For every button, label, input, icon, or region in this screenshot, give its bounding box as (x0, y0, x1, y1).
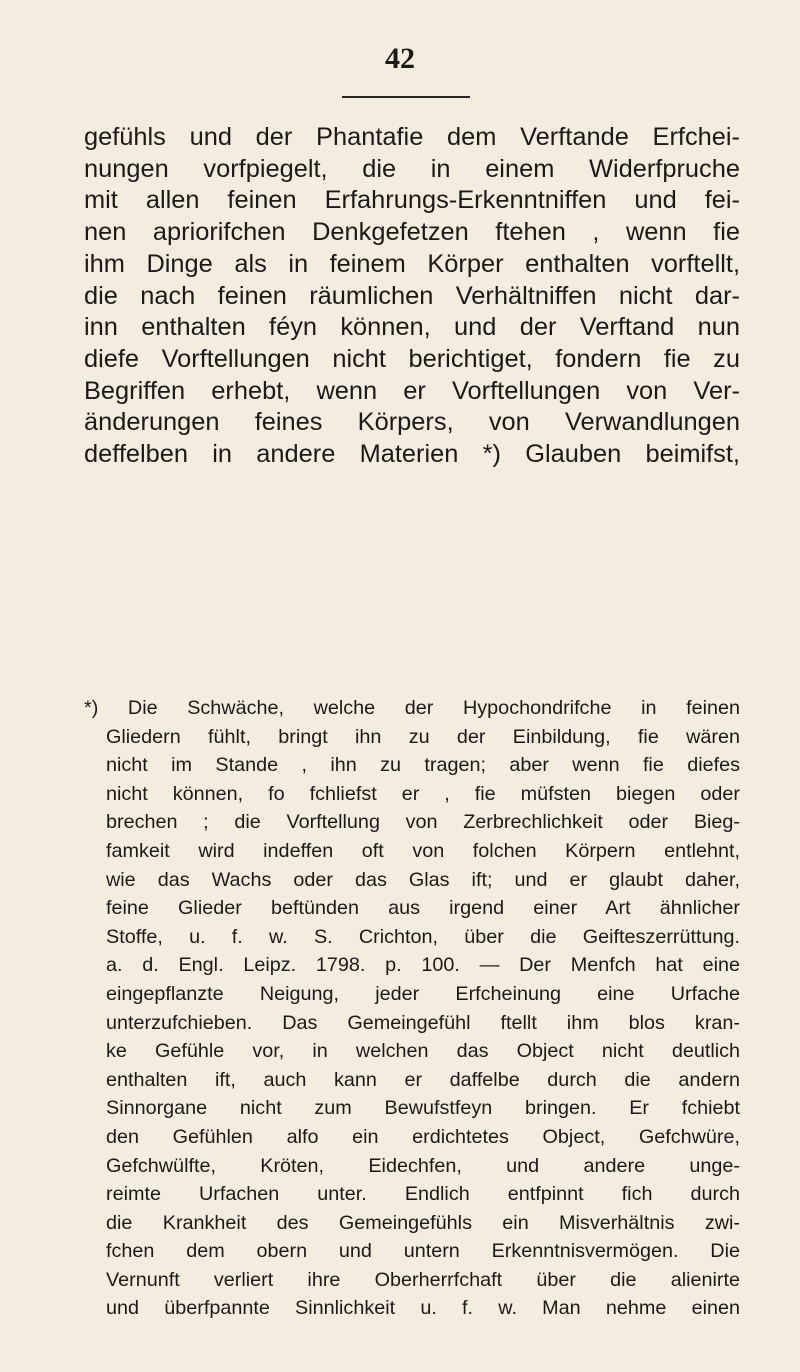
footnote-line: Stoffe, u. f. w. S. Crichton, über die Geifteszerrüttung. (106, 925, 740, 948)
main-text-line: mit allen feinen Erfahrungs-Erkenntniffen und fei- (84, 186, 740, 215)
footnote-line: die Krankheit des Gemeingefühls ein Misverhältnis zwi- (106, 1211, 740, 1234)
footnote-line: und überfpannte Sinnlichkeit u. f. w. Man nehme einen (106, 1297, 740, 1320)
footnote-line: a. d. Engl. Leipz. 1798. p. 100. — Der Menfch hat eine (106, 954, 740, 977)
footnote-line: Gliedern fühlt, bringt ihn zu der Einbildung, fie wären (106, 725, 740, 748)
footnote-line: ke Gefühle vor, in welchen das Object nicht deutlich (106, 1040, 740, 1063)
footnote-line: *) Die Schwäche, welche der Hypochondrifche in feinen (84, 697, 740, 719)
footnote-line: fchen dem obern und untern Erkenntnisvermögen. Die (106, 1240, 740, 1263)
main-text-line: inn enthalten féyn können, und der Verftand nun (84, 313, 740, 342)
footnote-line: Gefchwülfte, Kröten, Eidechfen, und andere unge- (106, 1154, 740, 1177)
main-text-line: deffelben in andere Materien *) Glauben beimifst, (84, 440, 740, 469)
page-number-rule (342, 96, 470, 98)
footnote-line: Vernunft verliert ihre Oberherrfchaft über die alienirte (106, 1268, 740, 1291)
footnote-line: Sinnorgane nicht zum Bewufstfeyn bringen. Er fchiebt (106, 1097, 740, 1120)
main-text-line: diefe Vorftellungen nicht berichtiget, fondern fie zu (84, 344, 740, 373)
footnote-line: wie das Wachs oder das Glas ift; und er glaubt daher, (106, 868, 740, 891)
footnote (84, 694, 740, 1323)
main-text-line: die nach feinen räumlichen Verhältniffen nicht dar- (84, 281, 740, 310)
footnote-line: brechen ; die Vorftellung von Zerbrechlichkeit oder Bieg- (106, 811, 740, 834)
page-number: 42 (385, 42, 415, 75)
footnote-line: reimte Urfachen unter. Endlich entfpinnt fich durch (106, 1183, 740, 1206)
footnote-line: enthalten ift, auch kann er daffelbe durch die andern (106, 1068, 740, 1091)
main-text-line: ihm Dinge als in feinem Körper enthalten vorftellt, (84, 249, 740, 278)
footnote-line: feine Glieder beftünden aus irgend einer Art ähnlicher (106, 897, 740, 920)
main-text-line: nungen vorfpiegelt, die in einem Widerfpruche (84, 154, 740, 183)
footnote-line: nicht im Stande , ihn zu tragen; aber wenn fie diefes (106, 754, 740, 777)
main-text-line: gefühls und der Phantafie dem Verftande Erfchei- (84, 123, 740, 151)
footnote-line: famkeit wird indeffen oft von folchen Körpern entlehnt, (106, 839, 740, 862)
footnote-line: unterzufchieben. Das Gemeingefühl ftellt ihm blos kran- (106, 1011, 740, 1034)
main-text-line: Begriffen erhebt, wenn er Vorftellungen von Ver- (84, 376, 740, 405)
main-text-line: änderungen feines Körpers, von Verwandlungen (84, 408, 740, 437)
footnote-line: nicht können, fo fchliefst er , fie müfsten biegen oder (106, 782, 740, 805)
footnote-line: den Gefühlen alfo ein erdichtetes Object, Gefchwüre, (106, 1125, 740, 1148)
main-text-line: nen apriorifchen Denkgefetzen ftehen , wenn fie (84, 218, 740, 247)
footnote-line: eingepflanzte Neigung, jeder Erfcheinung eine Urfache (106, 982, 740, 1005)
main-text (84, 122, 740, 471)
